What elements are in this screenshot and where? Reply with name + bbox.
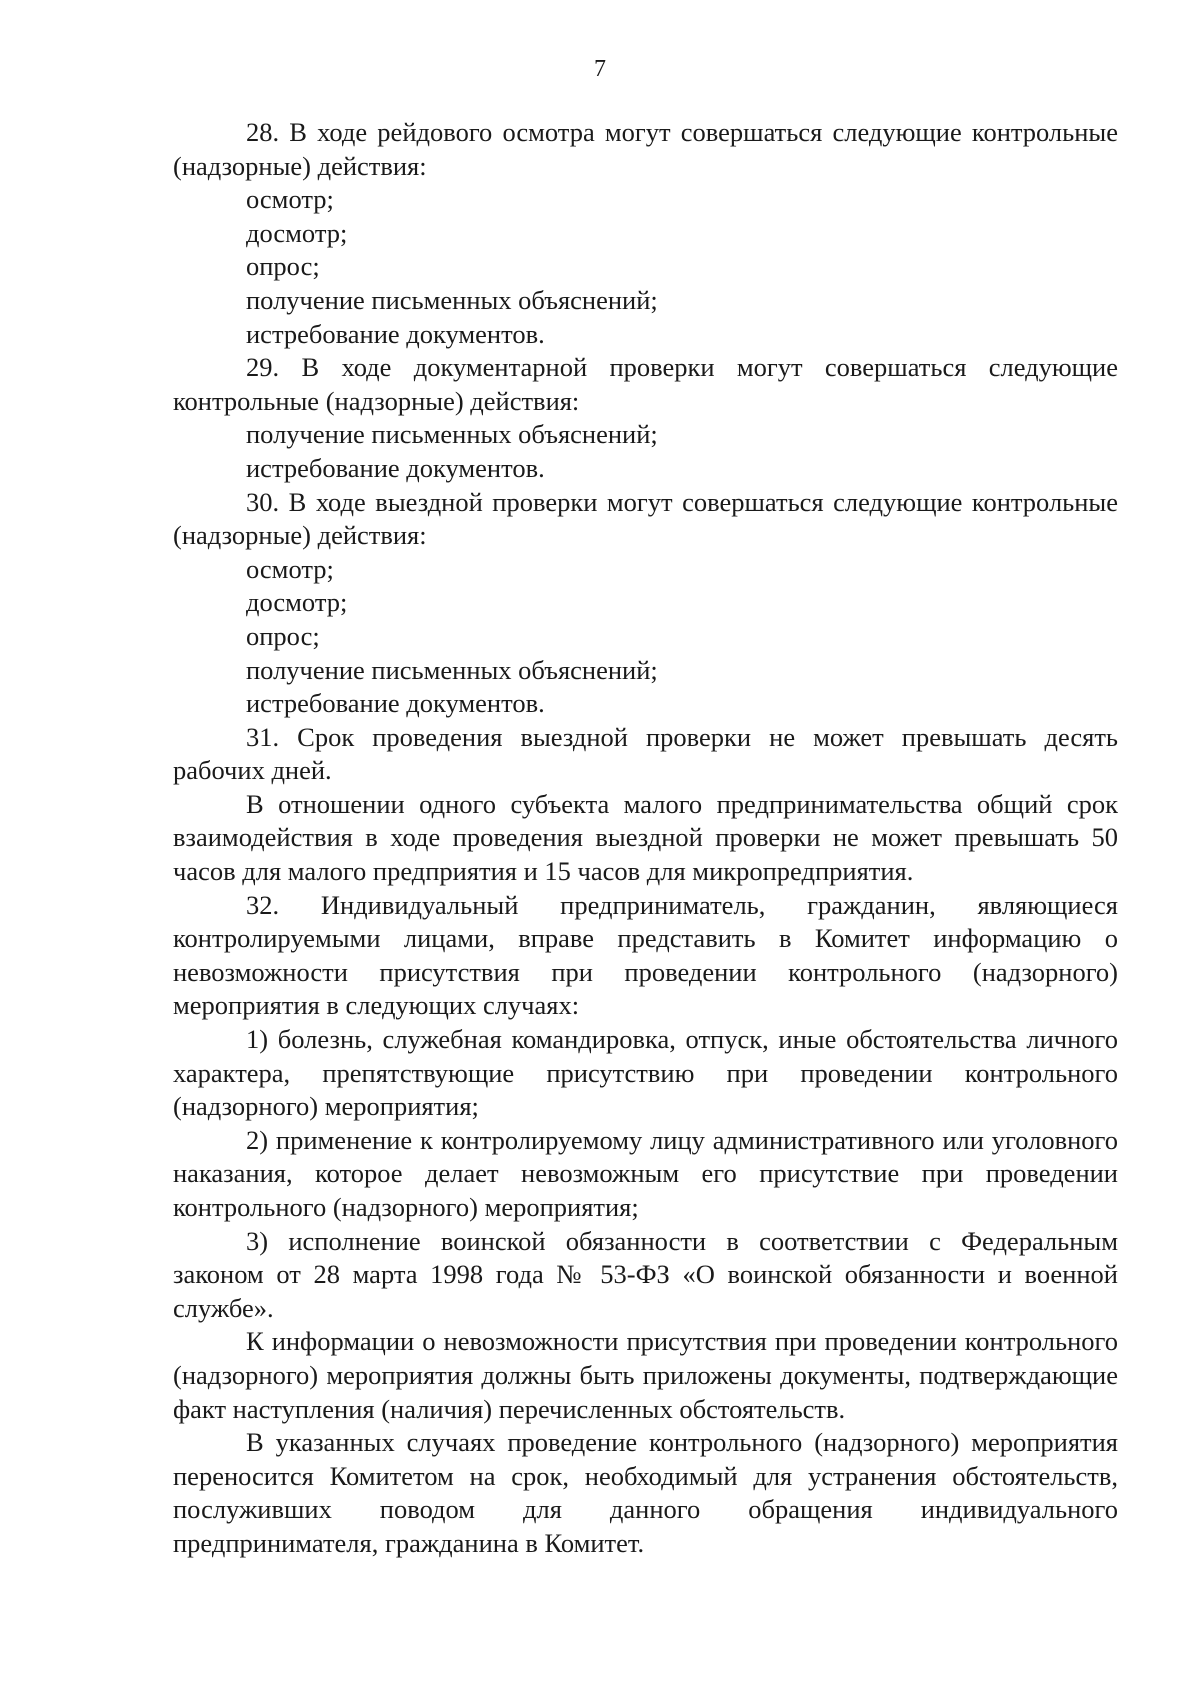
paragraph-30: 30. В ходе выездной проверки могут совершаться следующие контрольные (надзорные) действия: [173,486,1118,551]
paragraph-32: 32. Индивидуальный предприниматель, гражданин, являющиеся контролируемыми лицами, вправе представить в Комитет информацию о невозможности присутствия при проведении контрольного (надзорного) мероприятия в следующих случаях: [173,889,1118,1021]
list-item: осмотр; [246,184,334,215]
list-item: досмотр; [246,587,348,618]
document-body [173,116,1118,1561]
list-item: досмотр; [246,217,348,248]
paragraph: В указанных случаях проведение контрольного (надзорного) мероприятия переносится Комитетом на срок, необходимый для устранения обстоятельств, послуживших поводом для данного обращения индивидуального предпринимателя, гражданина в Комитет. [173,1427,1118,1558]
subitem-1: 1) болезнь, служебная командировка, отпуск, иные обстоятельства личного характера, препятствующие присутствию при проведении контрольного (надзорного) мероприятия; [173,1024,1118,1122]
list-item: истребование документов. [246,452,545,483]
paragraph: К информации о невозможности присутствия при проведении контрольного (надзорного) мероприятия должны быть приложены документы, подтверждающие факт наступления (наличия) перечисленных обстоятельств. [173,1326,1118,1424]
list-item: получение письменных объяснений; [246,284,658,315]
list-item: опрос; [246,620,320,651]
list-item: истребование документов. [246,688,545,719]
list-item: истребование документов. [246,318,545,349]
list-item: получение письменных объяснений; [246,654,658,685]
list-item: осмотр; [246,553,334,584]
paragraph: В отношении одного субъекта малого предпринимательства общий срок взаимодействия в ходе проведения выездной проверки не может превышать 50 часов для малого предприятия и 15 часов для микропредприятия. [173,788,1118,887]
paragraph-29: 29. В ходе документарной проверки могут совершаться следующие контрольные (надзорные) действия: [173,352,1118,416]
subitem-3: 3) исполнение воинской обязанности в соответствии с Федеральным законом от 28 марта 1998 года № 53-ФЗ «О воинской обязанности и военной службе». [173,1225,1118,1323]
list-item: получение письменных объяснений; [246,419,658,450]
page-number: 7 [594,56,606,82]
subitem-2: 2) применение к контролируемому лицу административного или уголовного наказания, которое делает невозможным его присутствие при проведении контрольного (надзорного) мероприятия; [173,1124,1118,1222]
list-item: опрос; [246,251,320,282]
paragraph-31: 31. Срок проведения выездной проверки не может превышать десять рабочих дней. [173,721,1118,786]
paragraph-28: 28. В ходе рейдового осмотра могут совершаться следующие контрольные (надзорные) действия: [173,117,1118,181]
